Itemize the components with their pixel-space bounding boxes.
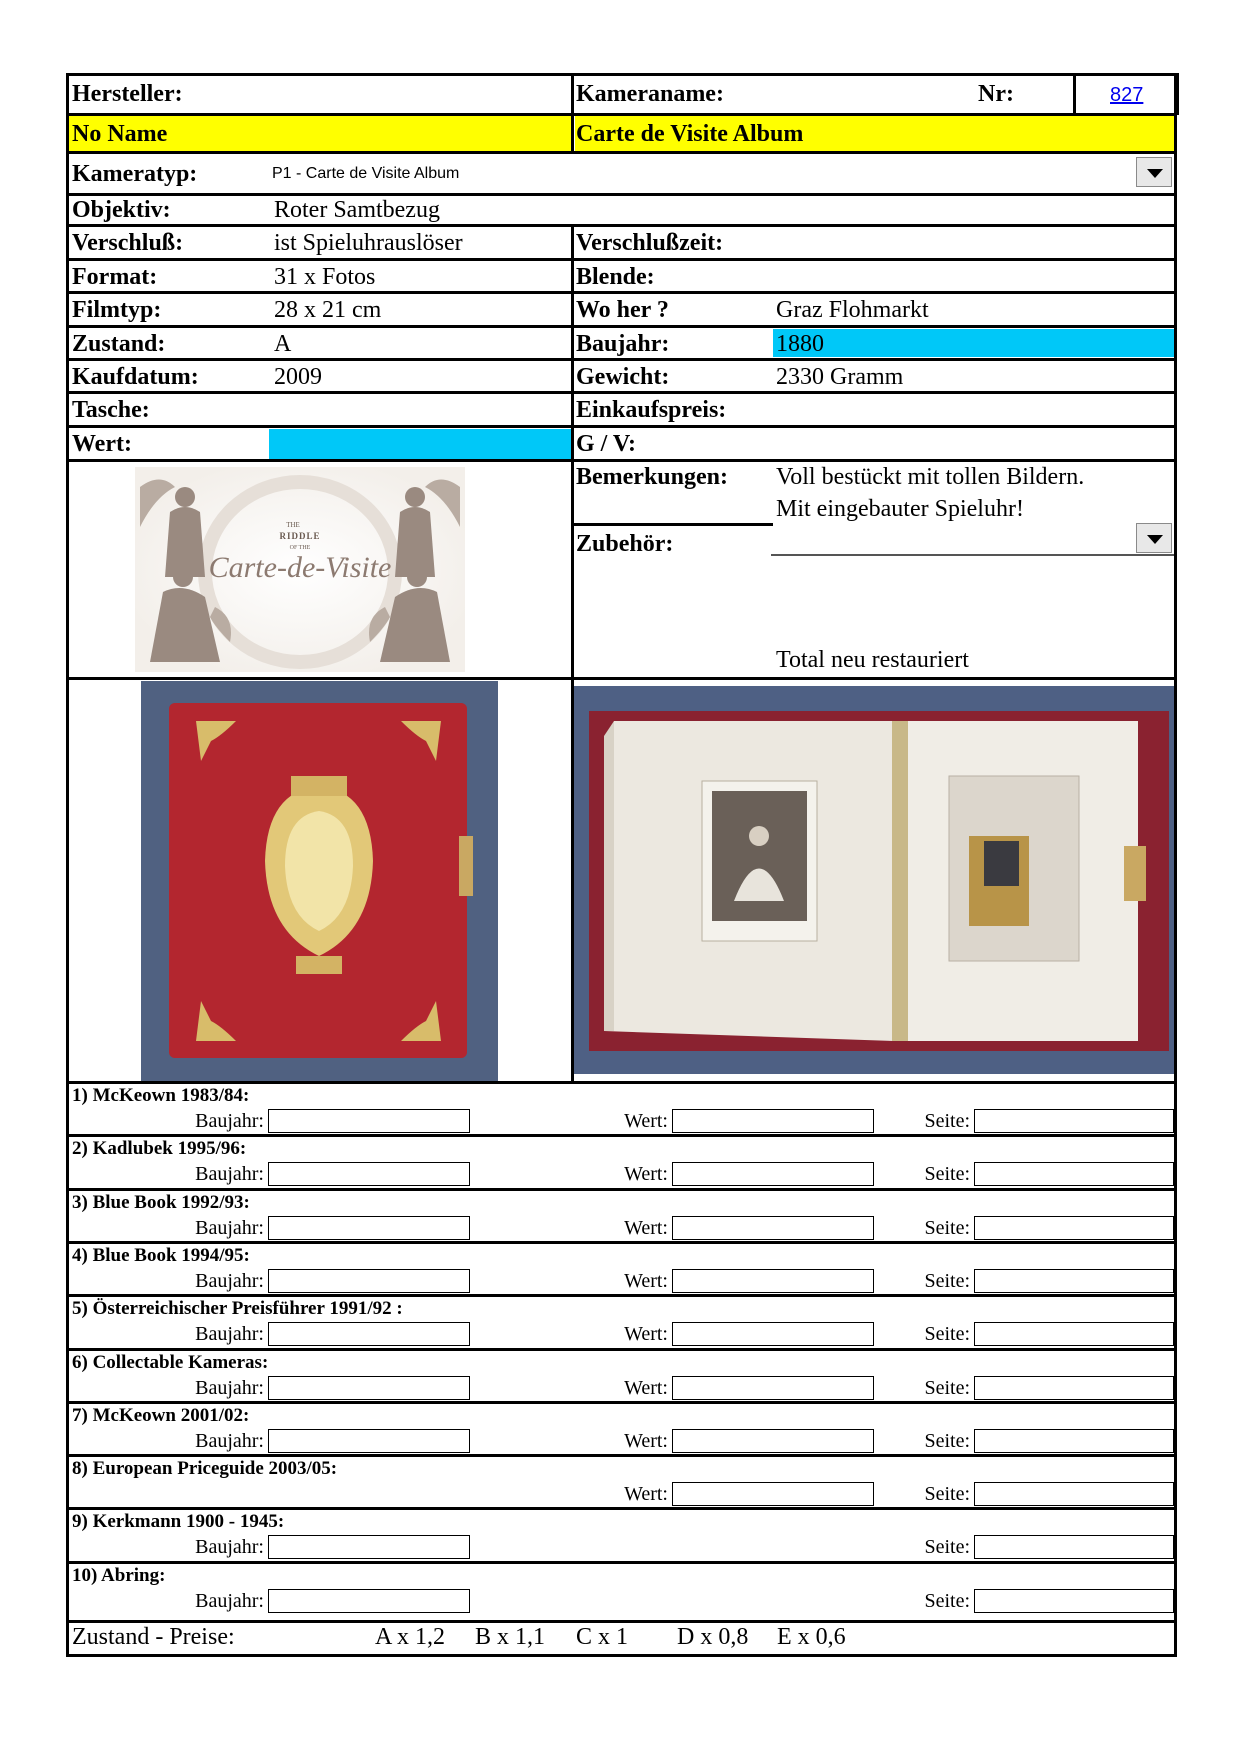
reference-seite-label: Seite: [924,1323,970,1345]
riddle-of-carte-de-visite-logo [135,467,465,672]
wert-highlight [269,429,573,461]
open-album-photo [574,686,1174,1074]
logo-text-the: THE [286,521,300,529]
reference-baujahr-input[interactable] [268,1109,470,1133]
reference-baujahr-input[interactable] [268,1589,470,1613]
format-label: Format: [72,264,158,290]
reference-wert-input[interactable] [672,1482,874,1506]
reference-title: 8) European Priceguide 2003/05: [72,1458,338,1479]
filmtyp-value: 28 x 21 cm [274,297,382,323]
kameraname-value: Carte de Visite Album [576,121,804,147]
reference-wert-input[interactable] [672,1109,874,1133]
reference-row-divider [66,1188,1177,1191]
woher-value: Graz Flohmarkt [776,297,929,323]
reference-baujahr-label: Baujahr: [195,1270,264,1292]
logo-text-of-the: OF THE [289,545,311,551]
reference-baujahr-input[interactable] [268,1376,470,1400]
footer-b: B x 1,1 [475,1624,546,1650]
reference-baujahr-input[interactable] [268,1535,470,1559]
reference-baujahr-label: Baujahr: [195,1377,264,1399]
reference-wert-input[interactable] [672,1322,874,1346]
logo-text-riddle: RIDDLE [279,531,321,541]
reference-seite-input[interactable] [974,1589,1174,1613]
reference-seite-input[interactable] [974,1535,1174,1559]
footer-c: C x 1 [576,1624,629,1650]
footer-label: Zustand - Preise: [72,1624,235,1650]
reference-seite-label: Seite: [924,1270,970,1292]
format-value: 31 x Fotos [274,264,376,290]
reference-baujahr-input[interactable] [268,1429,470,1453]
reference-seite-input[interactable] [974,1269,1174,1293]
reference-seite-label: Seite: [924,1163,970,1185]
reference-seite-input[interactable] [974,1109,1174,1133]
bemerkungen-line-2: Mit eingebauter Spieluhr! [776,496,1024,522]
reference-seite-label: Seite: [924,1377,970,1399]
reference-wert-label: Wert: [624,1483,668,1505]
zubehoer-note: Total neu restauriert [776,647,969,673]
reference-baujahr-input[interactable] [268,1269,470,1293]
reference-wert-input[interactable] [672,1162,874,1186]
zustand-label: Zustand: [72,331,166,357]
reference-title: 6) Collectable Kameras: [72,1352,269,1373]
reference-seite-input[interactable] [974,1322,1174,1346]
reference-baujahr-label: Baujahr: [195,1323,264,1345]
baujahr-value: 1880 [776,331,824,357]
footer-e: E x 0,6 [777,1624,846,1650]
reference-row-divider [66,1348,1177,1351]
reference-baujahr-label: Baujahr: [195,1110,264,1132]
reference-title: 4) Blue Book 1994/95: [72,1245,250,1266]
reference-row-divider [66,1507,1177,1510]
reference-baujahr-label: Baujahr: [195,1163,264,1185]
zustand-value: A [274,331,292,357]
footer-d: D x 0,8 [677,1624,749,1650]
reference-baujahr-label: Baujahr: [195,1217,264,1239]
reference-wert-label: Wert: [624,1270,668,1292]
reference-seite-input[interactable] [974,1376,1174,1400]
reference-seite-label: Seite: [924,1590,970,1612]
reference-baujahr-label: Baujahr: [195,1536,264,1558]
reference-baujahr-input[interactable] [268,1322,470,1346]
reference-seite-input[interactable] [974,1162,1174,1186]
reference-row-divider [66,1561,1177,1564]
reference-seite-label: Seite: [924,1430,970,1452]
blende-label: Blende: [576,264,655,290]
reference-title: 7) McKeown 2001/02: [72,1405,250,1426]
reference-wert-label: Wert: [624,1323,668,1345]
reference-baujahr-input[interactable] [268,1162,470,1186]
reference-title: 3) Blue Book 1992/93: [72,1192,250,1213]
objektiv-value: Roter Samtbezug [274,197,440,223]
reference-row-divider [66,1134,1177,1137]
hersteller-value: No Name [72,121,168,147]
reference-wert-input[interactable] [672,1376,874,1400]
kaufdatum-value: 2009 [274,364,322,390]
reference-seite-label: Seite: [924,1536,970,1558]
kaufdatum-label: Kaufdatum: [72,364,199,390]
verschluss-value: ist Spieluhrauslöser [274,230,463,256]
reference-row-divider [66,1241,1177,1244]
reference-row-divider [66,1454,1177,1457]
kameratyp-select-value[interactable]: P1 - Carte de Visite Album [272,165,460,182]
logo-text-title: Carte-de-Visite [208,551,392,584]
reference-title: 2) Kadlubek 1995/96: [72,1138,247,1159]
wert-label: Wert: [72,431,132,457]
reference-title: 9) Kerkmann 1900 - 1945: [72,1511,285,1532]
reference-wert-label: Wert: [624,1430,668,1452]
bemerkungen-line-1: Voll bestückt mit tollen Bildern. [776,464,1085,490]
reference-seite-input[interactable] [974,1429,1174,1453]
reference-wert-input[interactable] [672,1216,874,1240]
reference-wert-label: Wert: [624,1377,668,1399]
reference-seite-input[interactable] [974,1216,1174,1240]
reference-wert-input[interactable] [672,1429,874,1453]
einkaufspreis-label: Einkaufspreis: [576,397,727,423]
gewicht-label: Gewicht: [576,364,670,390]
filmtyp-label: Filmtyp: [72,297,162,323]
woher-label: Wo her ? [576,297,669,323]
verschlusszeit-label: Verschlußzeit: [576,230,724,256]
zubehoer-field-underline [771,554,1174,556]
footer-a: A x 1,2 [375,1624,446,1650]
reference-wert-label: Wert: [624,1163,668,1185]
reference-seite-label: Seite: [924,1483,970,1505]
bemerkungen-label: Bemerkungen: [576,464,728,490]
baujahr-highlight [773,329,1176,357]
reference-row-divider [66,1401,1177,1404]
reference-baujahr-label: Baujahr: [195,1590,264,1612]
reference-row-divider [66,1294,1177,1297]
kameratyp-dropdown-button[interactable] [1136,157,1172,187]
reference-baujahr-label: Baujahr: [195,1430,264,1452]
gewicht-value: 2330 Gramm [776,364,904,390]
kameraname-label: Kameraname: [576,81,724,107]
zubehoer-label: Zubehör: [576,531,674,557]
reference-wert-input[interactable] [672,1269,874,1293]
reference-seite-input[interactable] [974,1482,1174,1506]
objektiv-label: Objektiv: [72,197,171,223]
nr-label: Nr: [978,81,1014,107]
hersteller-label: Hersteller: [72,81,183,107]
nr-link[interactable]: 827 [1110,84,1144,106]
reference-title: 10) Abring: [72,1565,166,1586]
reference-wert-label: Wert: [624,1110,668,1132]
tasche-label: Tasche: [72,397,150,423]
baujahr-label: Baujahr: [576,331,670,357]
zubehoer-dropdown-button[interactable] [1136,523,1172,553]
reference-seite-label: Seite: [924,1110,970,1132]
reference-baujahr-input[interactable] [268,1216,470,1240]
verschluss-label: Verschluß: [72,230,184,256]
gv-label: G / V: [576,431,637,457]
album-cover-photo [141,681,498,1081]
reference-title: 1) McKeown 1983/84: [72,1085,250,1106]
reference-title: 5) Österreichischer Preisführer 1991/92 : [72,1298,403,1319]
reference-wert-label: Wert: [624,1217,668,1239]
reference-seite-label: Seite: [924,1217,970,1239]
kameratyp-label: Kameratyp: [72,161,198,187]
